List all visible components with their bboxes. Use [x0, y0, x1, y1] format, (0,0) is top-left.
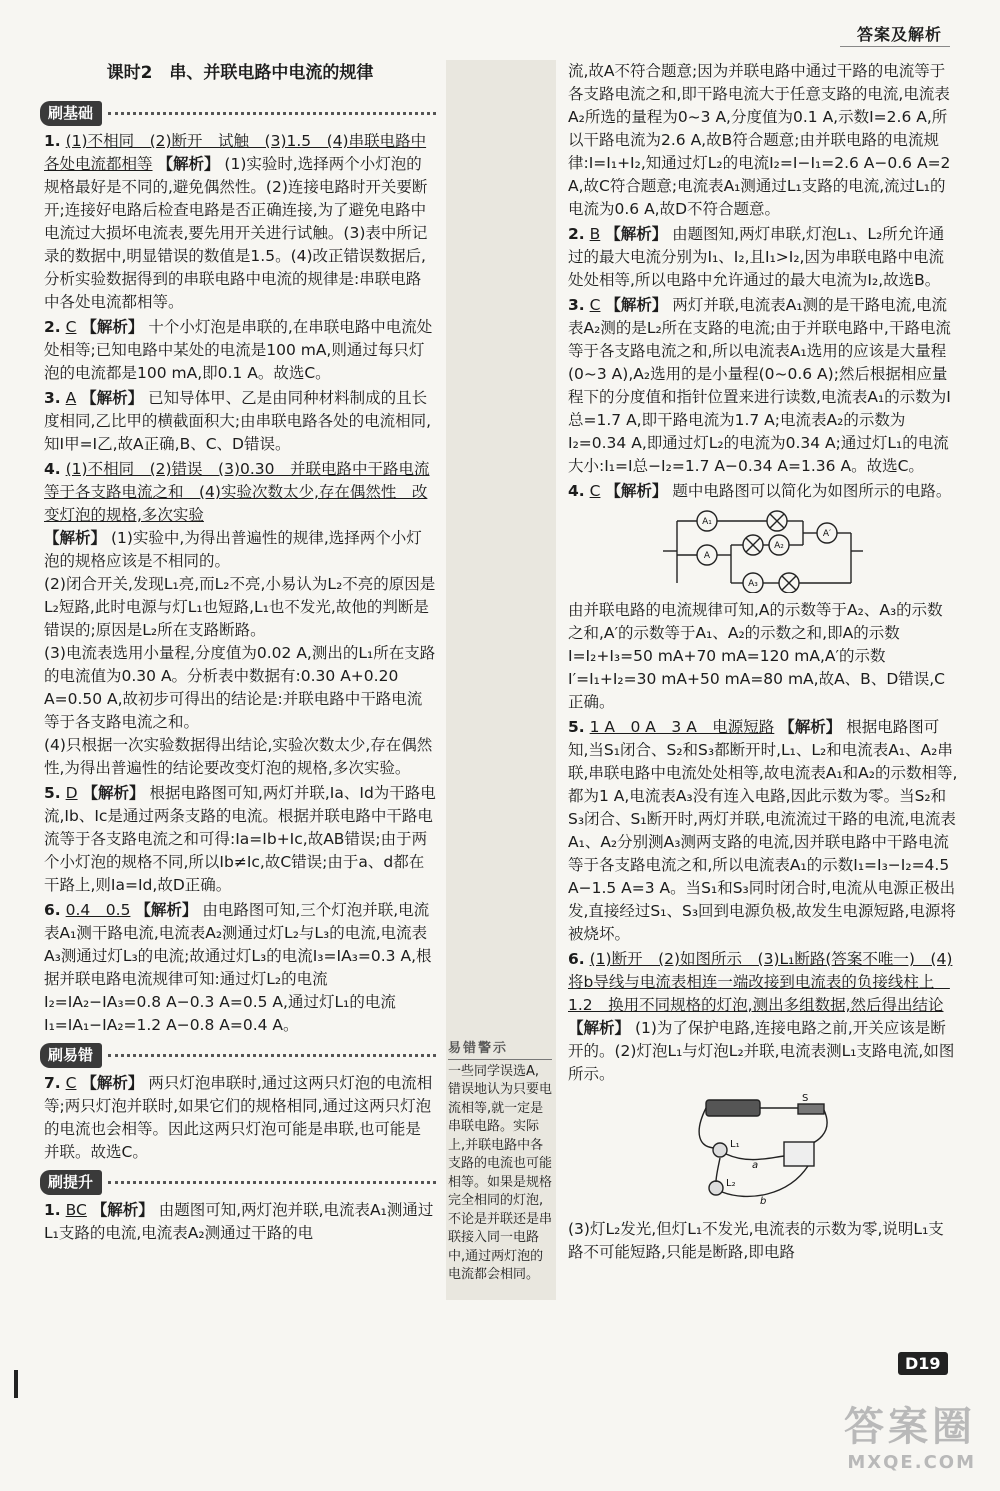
item-answer: C	[589, 482, 601, 500]
switch-label: S	[802, 1093, 809, 1104]
item-answer: 0.4 0.5	[65, 901, 131, 919]
item-analysis-part: (4)只根据一次实验数据得出结论,实验次数太少,存在偶然性,为得出普遍性的结论要改变灯泡的规格,多次实验。	[44, 736, 433, 777]
answer-item-6	[44, 899, 436, 1037]
item-analysis: 十个小灯泡是串联的,在串联电路中电流处处相等;已知电路中某处的电流是100 mA,则通过每只灯泡的电流都是100 mA,即0.1 A。故选C。	[44, 318, 433, 382]
answer-item-5	[44, 782, 436, 897]
item-analysis: 已知导体甲、乙是由同种材料制成的且长度相同,乙比甲的横截面积大;由串联电路各处的电流相同,知I甲=I乙,故A正确,B、C、D错误。	[44, 389, 432, 453]
item-analysis-continued: 由并联电路的电流规律可知,A的示数等于A₂、A₃的示数之和,A′的示数等于A₁、A₂的示数之和,即A的示数I=I₂+I₃=50 mA+70 mA=120 mA,A′的示数I′=I₁+I₂=30 mA+50 mA=80 mA,故A、B、D错误,C正确。	[568, 601, 946, 711]
lesson-title: 课时2 串、并联电路中电流的规律	[106, 63, 374, 83]
answer-item-3	[44, 387, 436, 456]
mistake-warning-box	[448, 1040, 552, 1285]
answer-item-improve-1	[44, 1199, 436, 1245]
ammeter-a-label: A	[703, 551, 711, 561]
wiring-diagram	[688, 1092, 838, 1212]
lamp-l1-label: L₁	[730, 1139, 740, 1150]
watermark-url: MXQE.COM	[847, 1452, 976, 1473]
section-error-label: 刷易错	[40, 1043, 102, 1068]
answer-item-right-2	[568, 223, 958, 292]
lamp-l2-label: L₂	[726, 1178, 736, 1189]
item-number: 4.	[44, 460, 61, 478]
analysis-label: 【解析】	[568, 1019, 631, 1037]
analysis-label: 【解析】	[82, 784, 145, 802]
section-divider	[108, 1054, 436, 1057]
item-number: 3.	[44, 389, 61, 407]
watermark-logo	[844, 1395, 976, 1473]
answer-item-4	[44, 458, 436, 780]
item-number: 6.	[44, 901, 61, 919]
item-number: 1.	[44, 1201, 61, 1219]
section-divider	[108, 1181, 436, 1184]
item-number: 5.	[568, 718, 585, 736]
item-number: 1.	[44, 132, 61, 150]
answer-item-7	[44, 1072, 436, 1164]
item-answer: B	[589, 225, 601, 243]
analysis-label: 【解析】	[81, 318, 144, 336]
header-rule	[840, 46, 950, 47]
answer-item-right-5	[568, 716, 958, 946]
item-analysis: 题中电路图可以简化为如图所示的电路。	[672, 482, 952, 500]
analysis-label: 【解析】	[157, 155, 220, 173]
left-column	[44, 60, 436, 1247]
section-improve-label: 刷提升	[40, 1170, 102, 1195]
analysis-label: 【解析】	[605, 225, 668, 243]
analysis-label: 【解析】	[779, 718, 842, 736]
item-analysis: 由题图知,两灯串联,灯泡L₁、L₂所允许通过的最大电流分别为I₁、I₂,且I₁>I₂,因为串联电路中电流处处相等,所以电路中允许通过的最大电流为I₂,故选B。	[568, 225, 945, 289]
item-answer: C	[65, 318, 77, 336]
answer-item-1-continued: 流,故A不符合题意;因为并联电路中通过干路的电流等于各支路电流之和,即干路电流大于任意支路的电流,电流表A₂所选的量程为0~3 A,分度值为0.1 A,示数I=2.6 A,所以干路电流为2.6 A,故B符合题意;由并联电路的电流规律:I=I₁+I₂,知通过灯L₂的电流I₂=I−I₁=2.6 A−0.6 A=2 A,故C符合题意;电流表A₁测通过L₁支路的电流,流过L₁的电流为0.6 A,故D不符合题意。	[568, 62, 951, 218]
wire-b-label: b	[760, 1196, 767, 1207]
item-number: 2.	[44, 318, 61, 336]
item-answer: A	[65, 389, 77, 407]
item-analysis: (1)实验时,选择两个小灯泡的规格最好是不同的,避免偶然性。(2)连接电路时开关要断开;连接好电路后检查电路是否正确连接,为了避免电路中电流过大损坏电流表,要先用开关进行试触。(3)表中所记录的数据中,明显错误的数值是1.5。(4)改正错误数据后,分析实验数据得到的串联电路中电流的规律是:串联电路中各处电流都相等。	[44, 155, 428, 311]
answer-item-1	[44, 130, 436, 314]
answer-item-right-4	[568, 480, 958, 714]
section-improve	[40, 1170, 436, 1195]
item-analysis: 两灯并联,电流表A₁测的是干路电流,电流表A₂测的是L₂所在支路的电流;由于并联电路中,干路电流等于各支路电流之和,所以电流表A₁选用的应该是大量程(0~3 A),A₂选用的是小量程(0~0.6 A);然后根据相应量程下的分度值和指针位置来进行读数,电流表A₁的示数为I总=1.7 A,即干路电流为1.7 A;电流表A₂的示数为I₂=0.34 A,即通过灯L₂的电流为0.34 A;通过灯L₁的电流大小:I₁=I总−I₂=1.7 A−0.34 A=1.36 A。故选C。	[568, 296, 951, 475]
answer-item-2	[44, 316, 436, 385]
item-answer: (1)断开 (2)如图所示 (3)L₁断路(答案不唯一) (4)将b导线与电流表相连一端改接到电流表的负接线柱上 1.2 换用不同规格的灯泡,测出多组数据,然后得出结论	[568, 950, 953, 1014]
section-basic-label: 刷基础	[40, 101, 102, 126]
ammeter-a-prime-label: A′	[822, 529, 832, 539]
analysis-label: 【解析】	[605, 482, 668, 500]
item-number: 7.	[44, 1074, 61, 1092]
section-basic	[40, 101, 436, 126]
answer-item-right-3	[568, 294, 958, 478]
item-analysis-continued: (3)灯L₂发光,但灯L₁不发光,电流表的示数为零,说明L₁支路不可能短路,只能是断路,即电路	[568, 1220, 944, 1261]
item-analysis: 由题图可知,两灯泡并联,电流表A₁测通过L₁支路的电流,电流表A₂测通过干路的电	[44, 1201, 434, 1242]
item-analysis: 由电路图可知,三个灯泡并联,电流表A₁测干路电流,电流表A₂测通过灯L₂与L₃的电流,电流表A₃测通过灯L₃的电流;故通过灯L₃的电流I₃=IA₃=0.3 A,根据并联电路电流规律可知:通过灯L₂的电流I₂=IA₂−IA₃=0.8 A−0.3 A=0.5 A,通过灯L₁的电流I₁=IA₁−IA₂=1.2 A−0.8 A=0.4 A。	[44, 901, 432, 1034]
item-number: 6.	[568, 950, 585, 968]
wire-a-label: a	[752, 1160, 759, 1171]
section-divider	[108, 112, 436, 115]
ammeter-a3-label: A₃	[748, 579, 758, 589]
item-analysis-part: (3)电流表选用小量程,分度值为0.02 A,测出的L₁所在支路的电流值为0.30 A。分析表中数据有:0.30 A+0.20 A=0.50 A,故初步可得出的结论是:并联电路中干路电流等于各支路电流之和。	[44, 644, 436, 731]
item-answer: C	[65, 1074, 77, 1092]
item-analysis: 两只灯泡串联时,通过这两只灯泡的电流相等;两只灯泡并联时,如果它们的规格相同,通过这两只灯泡的电流也会相等。因此这两只灯泡可能是串联,也可能是并联。故选C。	[44, 1074, 433, 1161]
item-answer: 1 A 0 A 3 A 电源短路	[589, 718, 775, 736]
analysis-label: 【解析】	[44, 529, 107, 547]
header-label: 答案及解析	[856, 25, 942, 44]
ammeter-a2-label: A₂	[774, 541, 784, 551]
answer-item-right-6	[568, 948, 958, 1264]
page-number: D19	[898, 1352, 948, 1375]
item-number: 5.	[44, 784, 61, 802]
item-answer: (1)不相同 (2)错误 (3)0.30 并联电路中干路电流等于各支路电流之和 (4)实验次数太少,存在偶然性 改变灯泡的规格,多次实验	[44, 460, 430, 524]
analysis-label: 【解析】	[91, 1201, 154, 1219]
item-answer: BC	[65, 1201, 87, 1219]
margin-mark	[14, 1370, 18, 1398]
item-analysis-part: (2)闭合开关,发现L₁亮,而L₂不亮,小易认为L₂不亮的原因是L₂短路,此时电源与灯L₁也短路,L₁也不发光,故他的判断是错误的;原因是L₂所在支路断路。	[44, 575, 436, 639]
item-analysis: (1)为了保护电路,连接电路之前,开关应该是断开的。(2)灯泡L₁与灯泡L₂并联,电流表测L₁支路电流,如图所示。	[568, 1019, 955, 1083]
item-answer: C	[589, 296, 601, 314]
item-analysis: 根据电路图可知,两灯并联,Ia、Id为干路电流,Ib、Ic是通过两条支路的电流。根据并联电路中干路电流等于各支路电流之和可得:Ia=Ib+Ic,故AB错误;由于两个小灯泡的规格不同,所以Ib≠Ic,故C错误;由于a、d都在干路上,则Ia=Id,故D正确。	[44, 784, 436, 894]
ammeter-a1-label: A₁	[702, 517, 712, 527]
simplified-circuit-diagram	[663, 509, 863, 593]
analysis-label: 【解析】	[81, 389, 144, 407]
analysis-label: 【解析】	[135, 901, 198, 919]
item-analysis: 根据电路图可知,当S₁闭合、S₂和S₃都断开时,L₁、L₂和电流表A₁、A₂串联,串联电路中电流处处相等,故电流表A₁和A₂的示数相等,都为1 A,电流表A₃没有连入电路,因此示数为零。当S₂和S₃闭合、S₁断开时,两灯并联,电流流过干路的电流,电流表A₁、A₂分别测A₃测两支路的电流,因并联电路中干路电流等于各支路电流之和,所以电流表A₁的示数I₁=I₃−I₂=4.5 A−1.5 A=3 A。当S₁和S₃同时闭合时,电流从电源正极出发,直接经过S₁、S₃回到电源负极,故发生电源短路,电源将被烧坏。	[568, 718, 958, 943]
mistake-warning-title: 易错警示	[448, 1040, 552, 1060]
item-number: 3.	[568, 296, 585, 314]
section-error	[40, 1043, 436, 1068]
watermark-title: 答案圈	[844, 1404, 976, 1450]
item-answer: D	[65, 784, 78, 802]
item-analysis: (1)实验中,为得出普遍性的规律,选择两个小灯泡的规格应该是不相同的。	[44, 529, 422, 570]
item-number: 2.	[568, 225, 585, 243]
right-column	[568, 60, 958, 1266]
mistake-warning-text: 一些同学误选A,错误地认为只要电流相等,就一定是串联电路。实际上,并联电路中各支路的电流也可能相等。如果是规格完全相同的灯泡,不论是并联还是串联接入同一电路中,通过两灯泡的电流都会相同。	[448, 1063, 553, 1282]
analysis-label: 【解析】	[81, 1074, 144, 1092]
item-number: 4.	[568, 482, 585, 500]
analysis-label: 【解析】	[605, 296, 668, 314]
item-answer: (1)不相同 (2)断开 试触 (3)1.5 (4)串联电路中各处电流都相等	[44, 132, 427, 173]
